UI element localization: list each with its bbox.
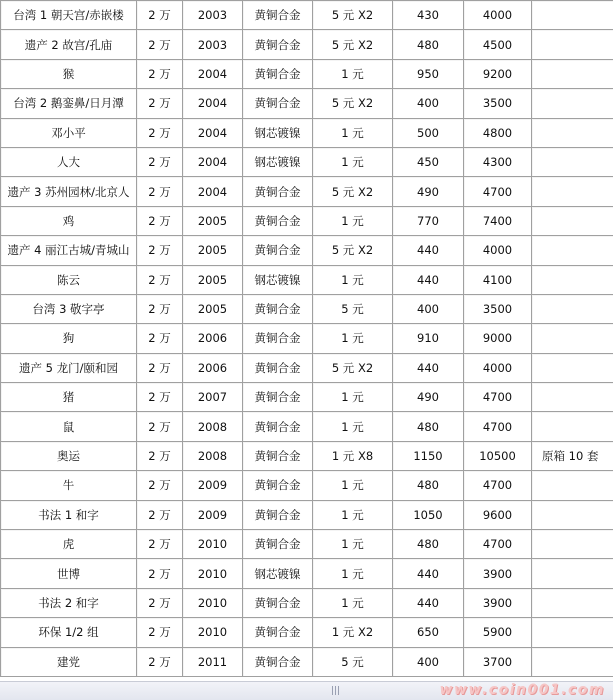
cell-price-box: 3700 [464,648,532,677]
cell-face-value: 5 元 X2 [313,30,393,59]
cell-price-box: 9000 [464,324,532,353]
cell-price-single: 480 [393,30,464,59]
cell-price-single: 480 [393,412,464,441]
cell-price-box: 4700 [464,412,532,441]
table-row [1,30,613,59]
cell-note [532,236,613,265]
cell-coin-name: 奥运 [1,442,137,471]
cell-year: 2011 [183,648,243,677]
cell-price-single: 450 [393,148,464,177]
cell-quantity: 2 万 [137,89,183,118]
table-row [1,1,613,30]
cell-face-value: 5 元 X2 [313,354,393,383]
cell-price-box: 4700 [464,471,532,500]
cell-price-single: 440 [393,236,464,265]
cell-year: 2009 [183,471,243,500]
cell-quantity: 2 万 [137,412,183,441]
cell-coin-name: 台湾 2 鹅銮鼻/日月潭 [1,89,137,118]
cell-coin-name: 遗产 4 丽江古城/青城山 [1,236,137,265]
cell-price-single: 500 [393,119,464,148]
cell-price-single: 400 [393,89,464,118]
cell-quantity: 2 万 [137,266,183,295]
cell-coin-name: 陈云 [1,266,137,295]
table-row [1,60,613,89]
cell-year: 2004 [183,119,243,148]
table-row [1,501,613,530]
table-row [1,530,613,559]
cell-quantity: 2 万 [137,119,183,148]
table-row [1,648,613,677]
cell-year: 2009 [183,501,243,530]
cell-year: 2004 [183,148,243,177]
cell-year: 2004 [183,60,243,89]
cell-note [532,207,613,236]
cell-quantity: 2 万 [137,589,183,618]
cell-quantity: 2 万 [137,559,183,588]
cell-quantity: 2 万 [137,618,183,647]
table-row [1,383,613,412]
cell-face-value: 1 元 X8 [313,442,393,471]
cell-coin-name: 台湾 3 敬字亭 [1,295,137,324]
cell-face-value: 5 元 [313,648,393,677]
cell-coin-name: 猪 [1,383,137,412]
cell-price-box: 4300 [464,148,532,177]
cell-price-single: 910 [393,324,464,353]
cell-material: 黄铜合金 [243,295,313,324]
cell-material: 黄铜合金 [243,177,313,206]
cell-year: 2010 [183,589,243,618]
cell-price-box: 4700 [464,530,532,559]
cell-price-box: 4100 [464,266,532,295]
cell-price-single: 440 [393,589,464,618]
cell-face-value: 1 元 X2 [313,618,393,647]
table-row [1,354,613,383]
cell-coin-name: 鼠 [1,412,137,441]
cell-face-value: 1 元 [313,266,393,295]
cell-material: 黄铜合金 [243,354,313,383]
cell-quantity: 2 万 [137,295,183,324]
cell-material: 黄铜合金 [243,236,313,265]
cell-price-single: 440 [393,559,464,588]
cell-year: 2003 [183,1,243,30]
cell-price-box: 4800 [464,119,532,148]
table-row [1,207,613,236]
cell-price-box: 4000 [464,236,532,265]
cell-face-value: 1 元 [313,324,393,353]
cell-quantity: 2 万 [137,30,183,59]
table-row [1,119,613,148]
cell-coin-name: 虎 [1,530,137,559]
cell-face-value: 1 元 [313,559,393,588]
cell-quantity: 2 万 [137,236,183,265]
cell-note [532,412,613,441]
cell-price-single: 490 [393,177,464,206]
cell-year: 2004 [183,89,243,118]
cell-material: 黄铜合金 [243,89,313,118]
cell-year: 2005 [183,295,243,324]
cell-year: 2006 [183,324,243,353]
cell-price-box: 4700 [464,177,532,206]
cell-face-value: 1 元 [313,501,393,530]
cell-face-value: 1 元 [313,60,393,89]
cell-coin-name: 书法 1 和字 [1,501,137,530]
cell-quantity: 2 万 [137,648,183,677]
cell-year: 2005 [183,207,243,236]
cell-material: 钢芯镀镍 [243,559,313,588]
cell-material: 黄铜合金 [243,383,313,412]
cell-price-box: 10500 [464,442,532,471]
cell-year: 2008 [183,412,243,441]
table-row [1,177,613,206]
site-watermark: www.coin001.com [439,682,605,698]
cell-price-box: 4000 [464,1,532,30]
cell-note [532,589,613,618]
cell-year: 2005 [183,236,243,265]
cell-coin-name: 世博 [1,559,137,588]
cell-price-single: 490 [393,383,464,412]
cell-year: 2010 [183,618,243,647]
cell-coin-name: 台湾 1 朝天宫/赤嵌楼 [1,1,137,30]
cell-note [532,618,613,647]
cell-price-single: 1050 [393,501,464,530]
cell-material: 黄铜合金 [243,618,313,647]
cell-year: 2003 [183,30,243,59]
cell-quantity: 2 万 [137,324,183,353]
cell-year: 2004 [183,177,243,206]
cell-coin-name: 遗产 2 故宫/孔庙 [1,30,137,59]
cell-coin-name: 邓小平 [1,119,137,148]
cell-material: 黄铜合金 [243,1,313,30]
cell-note [532,60,613,89]
table-body [1,1,613,677]
cell-price-box: 3900 [464,559,532,588]
cell-note [532,148,613,177]
cell-note [532,119,613,148]
cell-material: 黄铜合金 [243,60,313,89]
cell-price-single: 650 [393,618,464,647]
cell-coin-name: 环保 1/2 组 [1,618,137,647]
cell-coin-name: 狗 [1,324,137,353]
cell-material: 黄铜合金 [243,589,313,618]
cell-price-box: 3500 [464,89,532,118]
cell-material: 钢芯镀镍 [243,119,313,148]
cell-price-single: 400 [393,295,464,324]
cell-note [532,266,613,295]
cell-face-value: 5 元 X2 [313,89,393,118]
cell-price-box: 3500 [464,295,532,324]
cell-note: 原箱 10 套 [532,442,613,471]
cell-face-value: 1 元 [313,383,393,412]
cell-note [532,530,613,559]
cell-material: 黄铜合金 [243,324,313,353]
cell-quantity: 2 万 [137,442,183,471]
table-row [1,148,613,177]
cell-material: 黄铜合金 [243,442,313,471]
cell-quantity: 2 万 [137,207,183,236]
cell-coin-name: 鸡 [1,207,137,236]
cell-price-box: 7400 [464,207,532,236]
cell-note [532,89,613,118]
cell-material: 黄铜合金 [243,207,313,236]
cell-face-value: 1 元 [313,148,393,177]
cell-note [532,324,613,353]
cell-coin-name: 建党 [1,648,137,677]
cell-price-box: 5900 [464,618,532,647]
cell-note [532,559,613,588]
cell-face-value: 5 元 X2 [313,1,393,30]
cell-note [532,471,613,500]
cell-quantity: 2 万 [137,471,183,500]
horizontal-scrollbar[interactable] [0,681,613,700]
cell-price-single: 1150 [393,442,464,471]
cell-material: 钢芯镀镍 [243,266,313,295]
cell-note [532,501,613,530]
cell-coin-name: 牛 [1,471,137,500]
cell-note [532,648,613,677]
cell-face-value: 5 元 X2 [313,177,393,206]
cell-price-single: 440 [393,266,464,295]
cell-note [532,177,613,206]
cell-price-single: 400 [393,648,464,677]
cell-price-box: 9600 [464,501,532,530]
cell-price-box: 4700 [464,383,532,412]
table-row [1,618,613,647]
cell-price-box: 9200 [464,60,532,89]
cell-face-value: 1 元 [313,412,393,441]
cell-note [532,295,613,324]
cell-material: 黄铜合金 [243,648,313,677]
scroll-grip-icon[interactable] [332,686,340,695]
cell-material: 黄铜合金 [243,30,313,59]
table-row [1,236,613,265]
cell-year: 2006 [183,354,243,383]
cell-note [532,383,613,412]
cell-year: 2005 [183,266,243,295]
cell-price-single: 770 [393,207,464,236]
cell-year: 2010 [183,530,243,559]
cell-face-value: 1 元 [313,530,393,559]
table-row [1,89,613,118]
cell-quantity: 2 万 [137,354,183,383]
table-row [1,324,613,353]
cell-quantity: 2 万 [137,148,183,177]
cell-coin-name: 人大 [1,148,137,177]
table-row [1,559,613,588]
cell-quantity: 2 万 [137,177,183,206]
table-row [1,471,613,500]
cell-face-value: 1 元 [313,207,393,236]
cell-price-box: 4500 [464,30,532,59]
cell-quantity: 2 万 [137,1,183,30]
cell-face-value: 5 元 X2 [313,236,393,265]
table-row [1,295,613,324]
table-row [1,589,613,618]
cell-coin-name: 遗产 3 苏州园林/北京人 [1,177,137,206]
table-row [1,442,613,471]
cell-coin-name: 书法 2 和字 [1,589,137,618]
cell-quantity: 2 万 [137,383,183,412]
cell-quantity: 2 万 [137,530,183,559]
cell-material: 黄铜合金 [243,501,313,530]
table-row [1,266,613,295]
cell-price-single: 480 [393,530,464,559]
cell-face-value: 5 元 [313,295,393,324]
cell-year: 2007 [183,383,243,412]
table-row [1,412,613,441]
cell-material: 黄铜合金 [243,412,313,441]
cell-face-value: 1 元 [313,119,393,148]
cell-price-box: 4000 [464,354,532,383]
cell-face-value: 1 元 [313,589,393,618]
cell-material: 黄铜合金 [243,471,313,500]
cell-note [532,1,613,30]
cell-material: 钢芯镀镍 [243,148,313,177]
cell-price-box: 3900 [464,589,532,618]
cell-price-single: 430 [393,1,464,30]
cell-material: 黄铜合金 [243,530,313,559]
cell-year: 2010 [183,559,243,588]
cell-note [532,354,613,383]
cell-price-single: 440 [393,354,464,383]
cell-year: 2008 [183,442,243,471]
cell-price-single: 480 [393,471,464,500]
cell-face-value: 1 元 [313,471,393,500]
cell-note [532,30,613,59]
cell-quantity: 2 万 [137,60,183,89]
cell-price-single: 950 [393,60,464,89]
cell-coin-name: 遗产 5 龙门/颐和园 [1,354,137,383]
cell-coin-name: 猴 [1,60,137,89]
cell-quantity: 2 万 [137,501,183,530]
